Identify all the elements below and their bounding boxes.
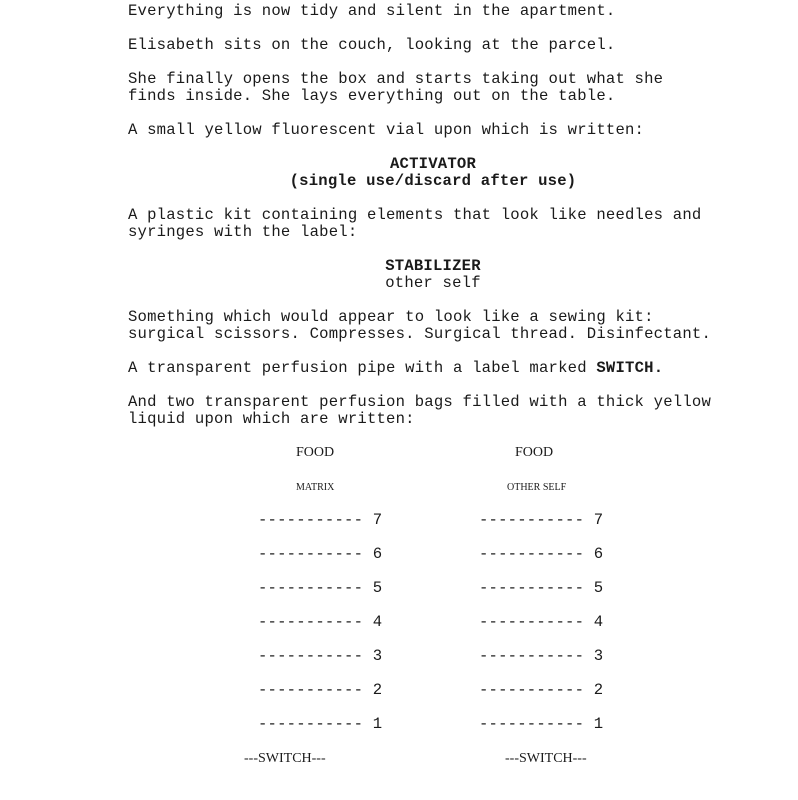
right-bag-mark-4: ----------- 4 — [479, 613, 604, 631]
left-bag-switch: ---SWITCH--- — [244, 751, 326, 766]
activator-title: ACTIVATOR — [389, 155, 477, 173]
paragraph-kit-line1: A plastic kit containing elements that look like needles and — [128, 206, 702, 224]
left-bag-mark-5: ----------- 5 — [258, 579, 383, 597]
left-bag-mark-1: ----------- 1 — [258, 715, 383, 733]
right-bag-mark-7: ----------- 7 — [479, 511, 604, 529]
stabilizer-subtitle: other self — [385, 274, 481, 292]
left-bag-mark-7: ----------- 7 — [258, 511, 383, 529]
left-bag-mark-6: ----------- 6 — [258, 545, 383, 563]
paragraph-couch: Elisabeth sits on the couch, looking at the parcel. — [128, 36, 616, 54]
right-bag-title: FOOD — [515, 445, 554, 460]
right-bag-mark-6: ----------- 6 — [479, 545, 604, 563]
right-bag-subtitle: OTHER SELF — [507, 482, 567, 493]
stabilizer-title: STABILIZER — [385, 257, 481, 275]
paragraph-kit-line2: syringes with the label: — [128, 223, 358, 241]
paragraph-opens-box-line2: finds inside. She lays everything out on the table. — [128, 87, 616, 105]
paragraph-sewing-kit-line1: Something which would appear to look like a sewing kit: — [128, 308, 654, 326]
paragraph-vial: A small yellow fluorescent vial upon which is written: — [128, 121, 645, 139]
right-bag-mark-2: ----------- 2 — [479, 681, 604, 699]
paragraph-opens-box-line1: She finally opens the box and starts taking out what she — [128, 70, 664, 88]
left-bag-title: FOOD — [296, 445, 335, 460]
activator-subtitle: (single use/discard after use) — [289, 172, 577, 190]
paragraph-perfusion-pipe: A transparent perfusion pipe with a label marked SWITCH. — [128, 359, 664, 377]
right-bag-mark-5: ----------- 5 — [479, 579, 604, 597]
paragraph-tidy: Everything is now tidy and silent in the apartment. — [128, 2, 616, 20]
right-bag-switch: ---SWITCH--- — [505, 751, 587, 766]
left-bag-mark-4: ----------- 4 — [258, 613, 383, 631]
paragraph-sewing-kit-line2: surgical scissors. Compresses. Surgical thread. Disinfectant. — [128, 325, 712, 343]
left-bag-mark-3: ----------- 3 — [258, 647, 383, 665]
right-bag-mark-3: ----------- 3 — [479, 647, 604, 665]
left-bag-mark-2: ----------- 2 — [258, 681, 383, 699]
paragraph-perfusion-bags-line1: And two transparent perfusion bags filled with a thick yellow — [128, 393, 712, 411]
paragraph-perfusion-bags-line2: liquid upon which are written: — [128, 410, 415, 428]
right-bag-mark-1: ----------- 1 — [479, 715, 604, 733]
left-bag-subtitle: MATRIX — [296, 482, 335, 493]
